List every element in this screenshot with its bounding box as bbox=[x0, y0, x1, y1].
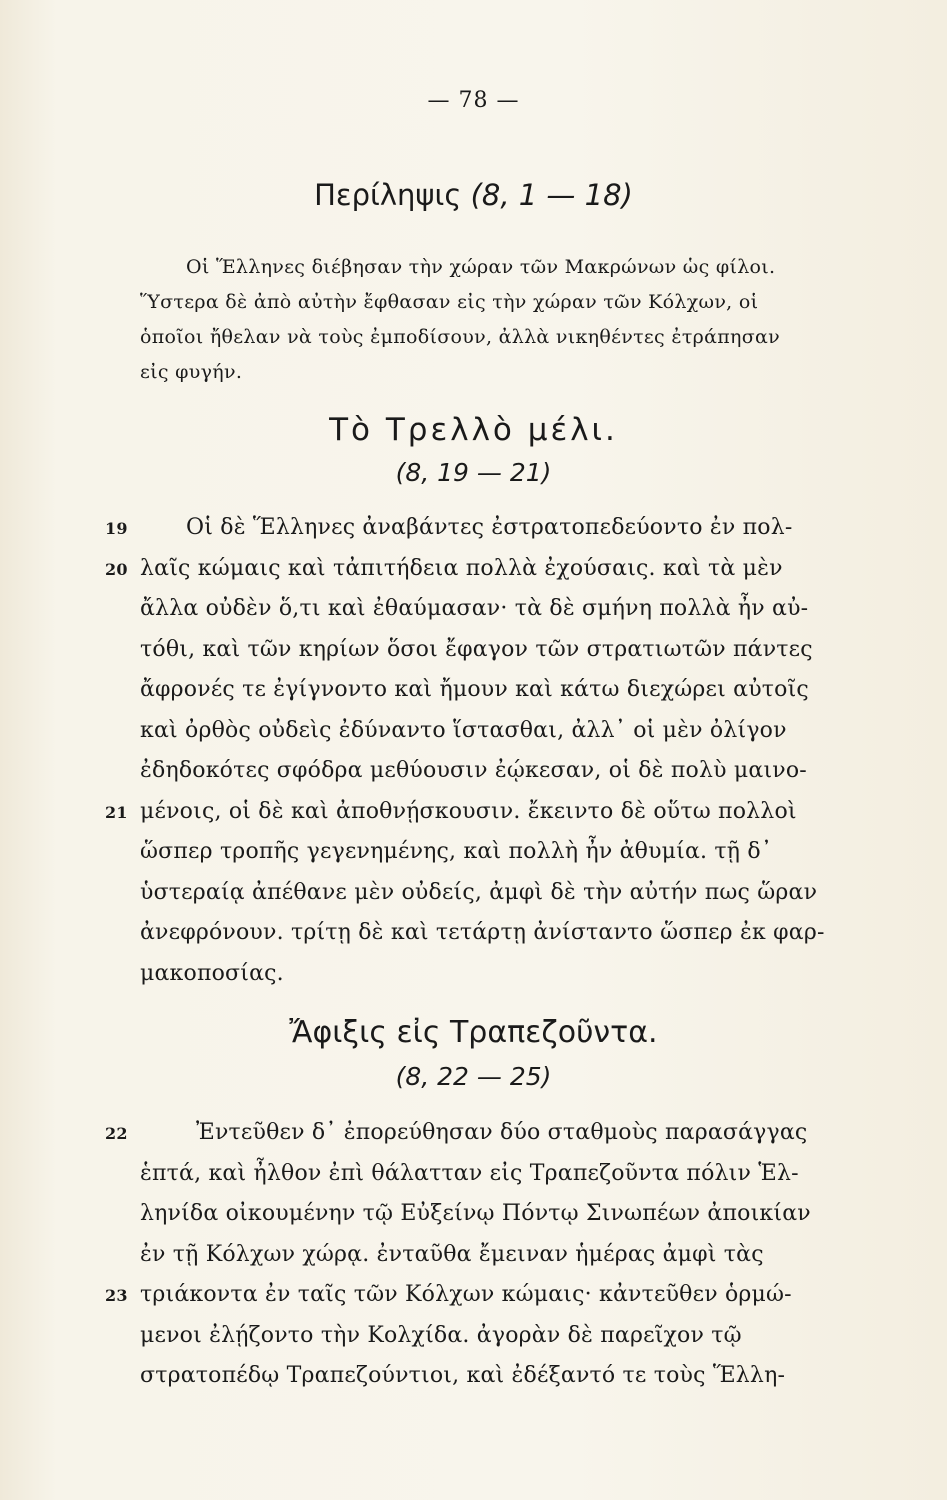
line-text: ἑπτά, καὶ ἦλθον ἐπὶ θάλατταν εἰς Τραπεζοῦντα πόλιν Ἑλ- bbox=[140, 1160, 799, 1186]
section-number: 21 bbox=[105, 802, 128, 822]
text-line bbox=[140, 1161, 900, 1202]
line-text: τόθι, καὶ τῶν κηρίων ὅσοι ἔφαγον τῶν στρατιωτῶν πάντες bbox=[140, 636, 813, 662]
text-line bbox=[140, 1201, 900, 1242]
section-number: 23 bbox=[105, 1286, 128, 1305]
arrival-heading: Ἄφιξις εἰς Τραπεζοῦντα. bbox=[289, 1015, 658, 1050]
line-text: ἐδηδοκότες σφόδρα μεθύουσιν ἐῴκεσαν, οἱ δὲ πολὺ μαινο- bbox=[140, 758, 807, 783]
text-line bbox=[105, 798, 900, 840]
line-text: ἄφρονές τε ἐγίγνοντο καὶ ἤμουν καὶ κάτω διεχώρει αὐτοῖς bbox=[140, 677, 809, 702]
page-number: — 78 — bbox=[427, 88, 520, 113]
arrival-ref: (8, 22 — 25) bbox=[395, 1062, 552, 1091]
honey-ref: (8, 19 — 21) bbox=[395, 458, 552, 487]
section-number: 20 bbox=[105, 559, 128, 579]
summary-line: Ὕστερα δὲ ἀπὸ αὐτὴν ἔφθασαν εἰς τὴν χώραν τῶν Κόλχων, οἱ bbox=[140, 291, 759, 313]
text-line bbox=[140, 677, 900, 718]
line-text: μενοι ἐλῄζοντο τὴν Κολχίδα. ἀγορὰν δὲ παρεῖχον τῷ bbox=[140, 1322, 742, 1348]
text-line bbox=[140, 839, 900, 880]
honey-text bbox=[105, 515, 900, 1001]
text-line bbox=[140, 920, 900, 961]
line-text: λαῖς κώμαις καὶ τἀπιτήδεια πολλὰ ἐχούσαις. καὶ τὰ μὲν bbox=[140, 555, 783, 581]
text-line bbox=[140, 758, 900, 799]
line-text: καὶ ὀρθὸς οὐδεὶς ἐδύναντο ἵστασθαι, ἀλλ᾽ οἱ μὲν ὀλίγον bbox=[140, 717, 787, 743]
summary-line: Οἱ Ἕλληνες διέβησαν τὴν χώραν τῶν Μακρώνων ὡς φίλοι. bbox=[186, 256, 776, 278]
text-line bbox=[140, 961, 900, 1002]
text-line bbox=[105, 1282, 900, 1323]
summary-line: εἰς φυγήν. bbox=[140, 361, 243, 383]
line-text: μένοις, οἱ δὲ καὶ ἀποθνῄσκουσιν. ἔκειντο δὲ οὕτω πολλοὶ bbox=[140, 798, 797, 824]
text-line bbox=[105, 555, 900, 597]
text-line bbox=[140, 1242, 900, 1283]
line-text: Ἐντεῦθεν δ᾽ ἐπορεύθησαν δύο σταθμοὺς παρασάγγας bbox=[196, 1120, 808, 1145]
summary-line: ὁποῖοι ἤθελαν νὰ τοὺς ἐμποδίσουν, ἀλλὰ νικηθέντες ἐτράπησαν bbox=[140, 326, 780, 348]
line-text: μακοποσίας. bbox=[140, 960, 284, 986]
summary-ref: (8, 1 — 18) bbox=[470, 178, 633, 212]
text-line bbox=[140, 718, 900, 759]
text-line bbox=[140, 1323, 900, 1364]
summary-title: Περίληψις bbox=[314, 178, 462, 212]
line-text: στρατοπέδῳ Τραπεζούντιοι, καὶ ἐδέξαντό τε τοὺς Ἕλλη- bbox=[140, 1363, 786, 1388]
text-line bbox=[140, 637, 900, 678]
line-text: ἀνεφρόνουν. τρίτῃ δὲ καὶ τετάρτῃ ἀνίσταντο ὥσπερ ἐκ φαρ- bbox=[140, 920, 825, 945]
summary-paragraph bbox=[140, 250, 895, 390]
line-text: ἄλλα οὐδὲν ὅ,τι καὶ ἐθαύμασαν· τὰ δὲ σμήνη πολλὰ ἦν αὐ- bbox=[140, 596, 809, 621]
summary-heading bbox=[0, 178, 947, 212]
line-text: ὑστεραίᾳ ἀπέθανε μὲν οὐδείς, ἀμφὶ δὲ τὴν αὐτήν πως ὥραν bbox=[140, 879, 818, 905]
line-text: ἐν τῇ Κόλχων χώρᾳ. ἐνταῦθα ἔμειναν ἡμέρας ἀμφὶ τὰς bbox=[140, 1241, 764, 1267]
honey-heading: Τὸ Τρελλὸ μέλι. bbox=[329, 412, 618, 448]
section-number: 22 bbox=[105, 1124, 128, 1143]
text-line bbox=[140, 880, 900, 921]
text-line bbox=[105, 1120, 900, 1161]
line-text: Οἱ δὲ Ἕλληνες ἀναβάντες ἐστρατοπεδεύοντο ἐν πολ- bbox=[186, 515, 793, 540]
line-text: τριάκοντα ἐν ταῖς τῶν Κόλχων κώμαις· κἀντεῦθεν ὁρμώ- bbox=[140, 1282, 792, 1307]
text-line bbox=[105, 515, 900, 556]
section-number: 19 bbox=[105, 519, 128, 538]
line-text: ληνίδα οἰκουμένην τῷ Εὐξείνῳ Πόντῳ Σινωπέων ἀποικίαν bbox=[140, 1201, 811, 1226]
line-text: ὥσπερ τροπῆς γεγενημένης, καὶ πολλὴ ἦν ἀθυμία. τῇ δ᾽ bbox=[140, 839, 773, 864]
arrival-text bbox=[105, 1120, 900, 1404]
text-line bbox=[140, 596, 900, 637]
text-line bbox=[140, 1363, 900, 1404]
